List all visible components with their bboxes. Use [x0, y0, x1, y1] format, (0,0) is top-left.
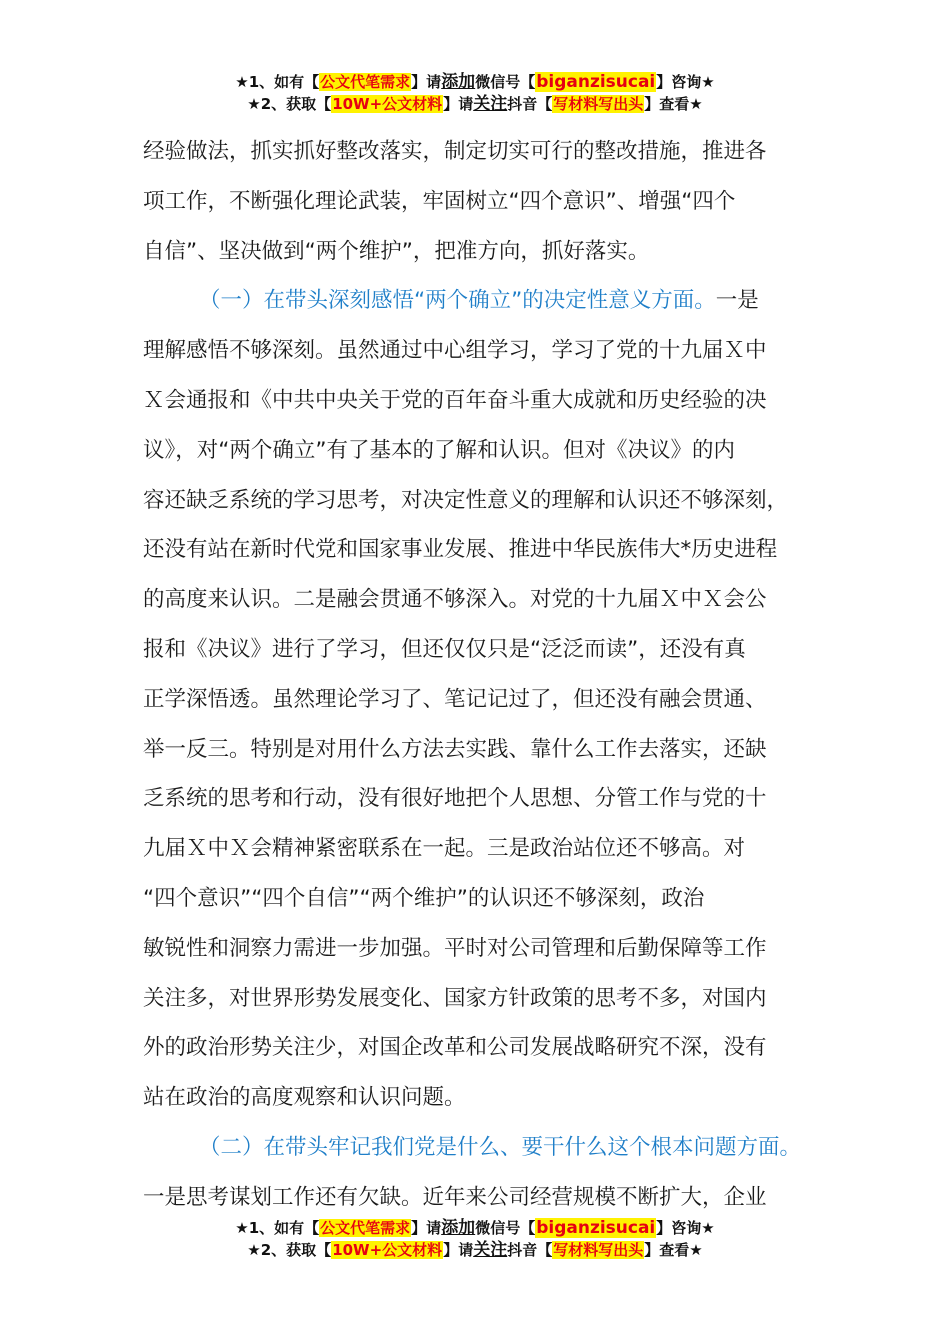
body-line: 项工作，不断强化理论武装，牢固树立“四个意识”、增强“四个: [143, 188, 736, 214]
promo-emphasis: 添加: [441, 72, 476, 92]
section-heading-line: [143, 276, 823, 326]
promo-banner-top: [0, 71, 950, 115]
promo-emphasis: 关注: [473, 1240, 508, 1260]
promo-text: ★2、获取【: [247, 1241, 332, 1259]
promo-text: 】查看★: [644, 95, 703, 113]
promo-line-2: [0, 93, 950, 115]
body-line: 还没有站在新时代党和国家事业发展、推进中华民族伟大*历史进程: [143, 537, 778, 563]
promo-banner-bottom: [0, 1217, 950, 1261]
promo-text: 】请: [411, 73, 442, 91]
body-line: 关注多，对世界形势发展变化、国家方针政策的思考不多，对国内: [143, 985, 767, 1011]
body-line: 举一反三。特别是对用什么方法去实践、靠什么工作去落实，还缺: [143, 736, 767, 762]
promo-text: 】咨询★: [656, 1219, 715, 1237]
promo-text: ★1、如有【: [235, 73, 320, 91]
promo-highlight: 公文代笔需求: [320, 73, 411, 91]
section-heading: （一）在带头深刻感悟“两个确立”的决定性意义方面。: [199, 288, 716, 314]
promo-text: ★2、获取【: [247, 95, 332, 113]
promo-line-2: [0, 1239, 950, 1261]
promo-text: 】请: [443, 1241, 474, 1259]
promo-text: 抖音【: [507, 1241, 553, 1259]
promo-text: 】查看★: [644, 1241, 703, 1259]
promo-text: ★1、如有【: [235, 1219, 320, 1237]
promo-text: 】请: [411, 1219, 442, 1237]
promo-text: 微信号【: [475, 73, 536, 91]
promo-emphasis: 添加: [441, 1218, 476, 1238]
body-line: 议》，对“两个确立”有了基本的了解和认识。但对《决议》的内: [143, 437, 736, 463]
body-line: 站在政治的高度观察和认识问题。: [143, 1085, 466, 1111]
promo-text: 抖音【: [507, 95, 553, 113]
body-line: 容还缺乏系统的学习思考，对决定性意义的理解和认识还不够深刻，: [143, 487, 789, 513]
promo-wechat-id: biganzisucai: [536, 1218, 656, 1238]
promo-text: 】请: [443, 95, 474, 113]
promo-highlight: 10W+公文材料: [332, 1241, 443, 1259]
body-line: 九届Ｘ中Ｘ会精神紧密联系在一起。三是政治站位还不够高。对: [143, 836, 746, 862]
promo-line-1: [0, 1217, 950, 1239]
body-line: 理解感悟不够深刻。虽然通过中心组学习，学习了党的十九届Ｘ中: [143, 338, 767, 364]
document-body: [143, 127, 823, 1223]
promo-wechat-id: biganzisucai: [536, 72, 656, 92]
section-heading-line: [143, 1123, 823, 1173]
promo-highlight: 10W+公文材料: [332, 95, 443, 113]
promo-douyin-id: 写材料写出头: [553, 1241, 644, 1259]
promo-highlight: 公文代笔需求: [320, 1219, 411, 1237]
body-line: 报和《决议》进行了学习，但还仅仅只是“泛泛而读”，还没有真: [143, 636, 746, 662]
body-line: 乏系统的思考和行动，没有很好地把个人思想、分管工作与党的十: [143, 786, 767, 812]
body-line: Ｘ会通报和《中共中央关于党的百年奋斗重大成就和历史经验的决: [143, 387, 767, 413]
promo-text: 】咨询★: [656, 73, 715, 91]
promo-line-1: [0, 71, 950, 93]
body-line: 一是思考谋划工作还有欠缺。近年来公司经营规模不断扩大，企业: [143, 1184, 767, 1210]
body-line: 的高度来认识。二是融会贯通不够深入。对党的十九届Ｘ中Ｘ会公: [143, 587, 767, 613]
body-line: 正学深悟透。虽然理论学习了、笔记记过了，但还没有融会贯通、: [143, 686, 767, 712]
body-line: “四个意识”“四个自信”“两个维护”的认识还不够深刻，政治: [143, 885, 705, 911]
promo-douyin-id: 写材料写出头: [553, 95, 644, 113]
section-heading: （二）在带头牢记我们党是什么、要干什么这个根本问题方面。: [199, 1134, 802, 1160]
body-line: 自信”、坚决做到“两个维护”，把准方向，抓好落实。: [143, 238, 650, 264]
promo-text: 微信号【: [475, 1219, 536, 1237]
promo-emphasis: 关注: [473, 94, 508, 114]
body-text: 一是: [715, 288, 759, 314]
body-line: 敏锐性和洞察力需进一步加强。平时对公司管理和后勤保障等工作: [143, 935, 767, 961]
body-line: 外的政治形势关注少，对国企改革和公司发展战略研究不深，没有: [143, 1035, 767, 1061]
body-line: 经验做法，抓实抓好整改落实，制定切实可行的整改措施，推进各: [143, 139, 767, 164]
